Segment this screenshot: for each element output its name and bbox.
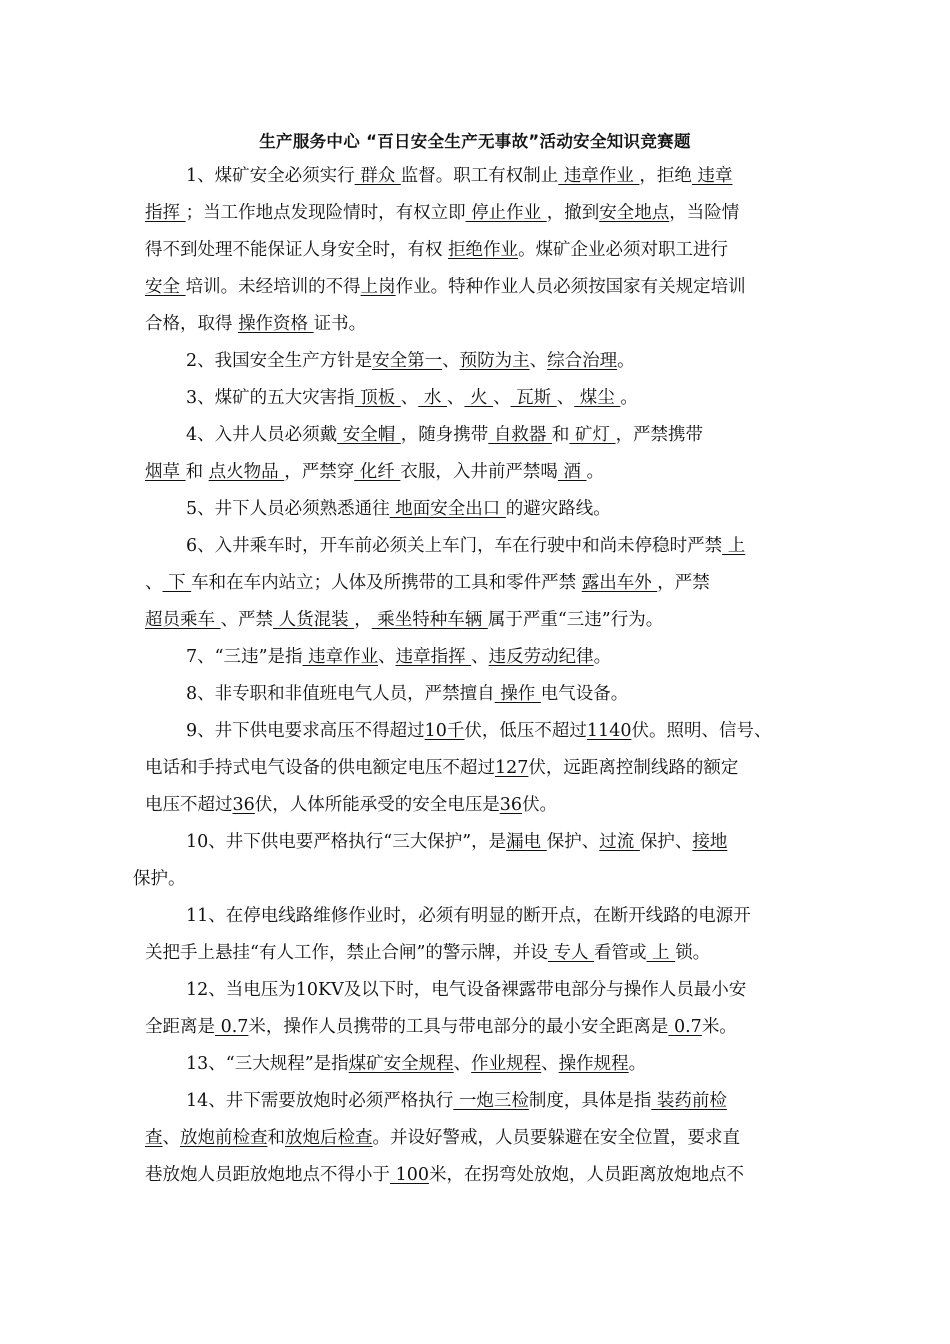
answer-blank: 指挥: [145, 203, 186, 223]
answer-blank: 煤矿安全规程: [348, 1054, 454, 1074]
question-text: 伏，远距离控制线路的额定: [528, 758, 739, 778]
text-line: [186, 163, 733, 189]
answer-blank: 100: [390, 1165, 429, 1185]
question-text: 米，在拐弯处放炮，人员距离放炮地点不: [428, 1165, 744, 1185]
question-text: 2、我国安全生产方针是: [186, 351, 373, 371]
question-text: 。: [617, 351, 635, 371]
answer-blank: 自救器: [488, 425, 552, 445]
question-text: 保护。: [133, 869, 186, 889]
question-text: 合格，取得: [145, 314, 239, 334]
answer-blank: 地面安全出口: [389, 499, 506, 519]
question-text: 和: [267, 1128, 285, 1148]
answer-blank: 露出车外: [581, 573, 658, 593]
question-text: 5、井下人员必须熟悉通往: [186, 499, 390, 519]
text-line: [145, 200, 739, 226]
answer-blank: 36: [232, 795, 255, 815]
question-text: 的避灾路线。: [505, 499, 611, 519]
question-text: 、: [378, 647, 396, 667]
question-text: 。: [593, 647, 612, 667]
text-line: [145, 792, 557, 818]
answer-blank: 接地: [692, 832, 728, 852]
answer-blank: 漏电: [506, 832, 547, 852]
answer-blank: 违章作业: [302, 647, 379, 667]
question-text: 监督。职工有权制止: [400, 166, 559, 186]
text-line: [145, 940, 710, 966]
question-text: 9、井下供电要求高压不得超过: [186, 721, 425, 741]
question-text: 和: [185, 462, 209, 482]
answer-blank: 瓦斯: [510, 388, 557, 408]
text-line: [145, 1125, 740, 1151]
text-line: [145, 311, 366, 337]
answer-blank: 0.7: [668, 1017, 702, 1037]
question-text: 4、入井人员必须戴: [186, 425, 338, 445]
answer-blank: 超员乘车: [145, 610, 221, 630]
text-line: [145, 1162, 744, 1188]
question-text: 。: [620, 388, 638, 408]
answer-blank: 操作资格: [238, 314, 314, 334]
question-text: 14、井下需要放炮时必须严格执行: [186, 1091, 454, 1111]
question-text: 看管或: [594, 943, 647, 963]
question-text: ，撤到: [546, 203, 600, 223]
answer-blank: 安全帽: [337, 425, 401, 445]
question-text: 。: [586, 462, 604, 482]
answer-blank: 过流: [599, 832, 640, 852]
answer-blank: 酒: [557, 462, 587, 482]
question-text: 3、煤矿的五大灾害指: [186, 388, 355, 408]
question-text: 、: [400, 388, 419, 408]
question-text: 、: [556, 388, 575, 408]
answer-blank: 127: [495, 758, 529, 778]
question-text: 8、非专职和非值班电气人员，严禁擅自: [186, 684, 495, 704]
text-line: [186, 422, 703, 448]
question-text: 电话和手持式电气设备的供电额定电压不超过: [145, 758, 495, 778]
answer-blank: 上岗: [360, 277, 396, 297]
answer-blank: 火: [464, 388, 494, 408]
answer-blank: 放炮后检查: [285, 1128, 373, 1148]
answer-blank: 水: [418, 388, 447, 408]
text-line: [145, 459, 604, 485]
question-text: 、: [446, 388, 465, 408]
question-text: 米，操作人员携带的工具与带电部分的最小安全距离是: [248, 1017, 669, 1037]
text-line: [186, 903, 751, 929]
text-line: [145, 570, 710, 596]
answer-blank: 综合治理: [547, 351, 618, 371]
question-text: 1、煤矿安全必须实行: [186, 166, 355, 186]
answer-blank: 乘坐特种车辆: [371, 610, 488, 630]
answer-blank: 矿灯: [569, 425, 616, 445]
question-text: 6、入井乘车时，开车前必须关上车门，车在行驶中和尚未停稳时严禁: [186, 536, 723, 556]
answer-blank: 煤尘: [574, 388, 621, 408]
question-text: 衣服，入井前严禁喝: [400, 462, 558, 482]
answer-blank: 作业规程: [471, 1054, 542, 1074]
answer-blank: 群众: [354, 166, 401, 186]
answer-blank: 安全: [145, 277, 186, 297]
text-line: [186, 977, 746, 1003]
answer-blank: 安全地点: [599, 203, 670, 223]
question-text: 关把手上悬挂“有人工作，禁止合闸”的警示牌，并设: [145, 943, 548, 963]
answer-blank: 操作规程: [558, 1054, 629, 1074]
question-text: ，严禁携带: [615, 425, 704, 445]
question-text: 作业。特种作业人员必须按国家有关规定培训: [395, 277, 746, 297]
question-text: 10、井下供电要严格执行“三大保护”，是: [186, 832, 507, 852]
text-line: [145, 274, 746, 300]
answer-blank: 违章作业: [558, 166, 640, 186]
question-text: 、: [145, 573, 163, 593]
question-text: 全距离是: [145, 1017, 215, 1037]
question-text: ，当险情: [669, 203, 740, 223]
question-text: 12、当电压为10KV及以下时，电气设备裸露带电部分与操作人员最小安: [186, 980, 747, 1000]
question-text: 伏。照明、信号、: [631, 721, 772, 741]
question-text: 。并设好警戒，人员要躲避在安全位置，要求直: [372, 1128, 740, 1148]
question-text: 11、在停电线路维修作业时，必须有明显的断开点，在断开线路的电源开: [186, 906, 751, 926]
question-text: 、: [529, 351, 548, 371]
answer-blank: 下: [162, 573, 192, 593]
answer-blank: 专人: [547, 943, 595, 963]
question-text: 保护、: [639, 832, 693, 852]
question-text: ；当工作地点发现险情时，有权立即: [185, 203, 466, 223]
answer-blank: 上: [646, 943, 676, 963]
question-text: 、严禁: [220, 610, 274, 630]
question-text: 证书。: [313, 314, 367, 334]
answer-blank: 查: [145, 1128, 163, 1148]
question-text: 伏。: [522, 795, 558, 815]
question-text: 电气设备。: [540, 684, 629, 704]
text-line: [133, 866, 186, 892]
answer-blank: 10千: [424, 721, 465, 741]
answer-blank: 化纤: [354, 462, 401, 482]
question-text: 、: [453, 1054, 472, 1074]
answer-blank: 烟草: [145, 462, 186, 482]
text-line: [186, 829, 727, 855]
answer-blank: 拒绝作业: [448, 240, 519, 260]
answer-blank: 操作: [494, 684, 541, 704]
question-text: 得不到处理不能保证人身安全时，有权: [145, 240, 449, 260]
text-line: [186, 644, 611, 670]
answer-blank: 违章: [691, 166, 733, 186]
question-text: 。: [628, 1054, 647, 1074]
text-line: [186, 1088, 727, 1114]
question-text: 、: [442, 351, 460, 371]
question-text: 和: [551, 425, 570, 445]
question-text: 锁。: [675, 943, 711, 963]
text-line: [145, 1014, 737, 1040]
page-title: 生产服务中心 “百日安全生产无事故”活动安全知识竞赛题: [259, 132, 691, 151]
answer-blank: 违反劳动纪律: [488, 647, 594, 667]
answer-blank: 违章指挥: [395, 647, 472, 667]
question-text: 伏，低压不超过: [464, 721, 587, 741]
text-line: [186, 496, 611, 522]
text-line: [145, 755, 738, 781]
question-text: 伏，人体所能承受的安全电压是: [254, 795, 500, 815]
question-text: 培训。未经培训的不得: [185, 277, 361, 297]
question-text: 、: [493, 388, 511, 408]
text-line: [186, 718, 771, 744]
question-text: 属于严重“三违”行为。: [487, 610, 664, 630]
answer-blank: 放炮前检查: [180, 1128, 268, 1148]
text-line: [186, 385, 638, 411]
answer-blank: 36: [499, 795, 523, 815]
text-line: [186, 533, 745, 559]
text-line: [145, 237, 728, 263]
answer-blank: 顶板: [354, 388, 401, 408]
answer-blank: 安全第一: [372, 351, 443, 371]
answer-blank: 停止作业: [465, 203, 547, 223]
question-text: 。煤矿企业必须对职工进行: [518, 240, 729, 260]
question-text: 电压不超过: [145, 795, 233, 815]
answer-blank: 人货混装: [273, 610, 355, 630]
question-text: 、: [541, 1054, 559, 1074]
answer-blank: 预防为主: [459, 351, 530, 371]
question-text: 、: [162, 1128, 180, 1148]
text-line: [145, 607, 663, 633]
answer-blank: 上: [722, 536, 746, 556]
text-line: [186, 1051, 646, 1077]
answer-blank: 点火物品: [208, 462, 285, 482]
question-text: 7、“三违”是指: [186, 647, 303, 667]
question-text: 保护、: [546, 832, 600, 852]
answer-blank: 一炮三检: [453, 1091, 529, 1111]
question-text: ，: [354, 610, 372, 630]
question-text: 米。: [701, 1017, 737, 1037]
question-text: ，严禁: [657, 573, 710, 593]
question-text: ，随身携带: [400, 425, 489, 445]
question-text: 巷放炮人员距放炮地点不得小于: [145, 1165, 390, 1185]
question-text: 13、“三大规程”是指: [186, 1054, 349, 1074]
answer-blank: 装药前检: [651, 1091, 727, 1111]
text-line: [186, 681, 628, 707]
question-text: 、: [471, 647, 489, 667]
question-text: ，拒绝: [639, 166, 692, 186]
question-text: ，严禁穿: [284, 462, 355, 482]
question-text: 制度，具体是指: [528, 1091, 652, 1111]
answer-blank: 1140: [586, 721, 632, 741]
question-text: 车和在车内站立；人体及所携带的工具和零件严禁: [191, 573, 582, 593]
text-line: [186, 348, 635, 374]
answer-blank: 0.7: [215, 1017, 249, 1037]
